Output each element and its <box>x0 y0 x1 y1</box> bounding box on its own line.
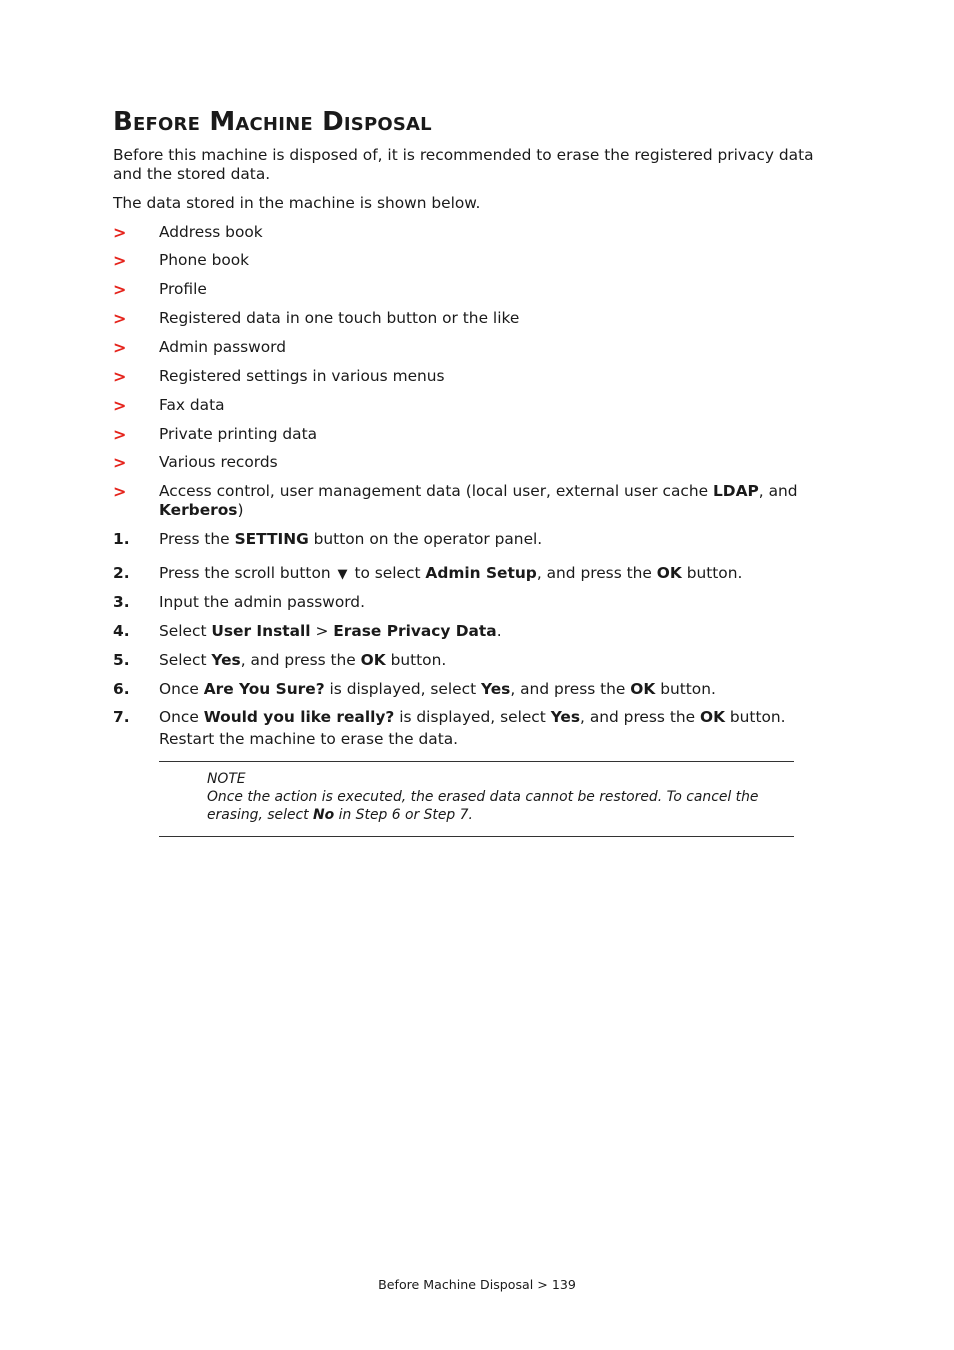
list-item-text: Profile <box>159 280 207 298</box>
step-text: Once Are You Sure? is displayed, select Yes, and press the OK button. <box>159 680 716 698</box>
step-number: 4. <box>113 622 130 640</box>
note-body: Once the action is executed, the erased data cannot be restored. To cancel the erasing, select No in Step 6 or Step 7. <box>207 789 759 823</box>
bullet-marker: > <box>113 396 127 415</box>
step-number: 5. <box>113 651 130 669</box>
intro-paragraph-2: The data stored in the machine is shown below. <box>113 194 481 212</box>
ldap-label: LDAP <box>713 482 759 500</box>
list-item-text: Admin password <box>159 338 287 356</box>
list-item-text: Address book <box>159 223 263 241</box>
bullet-marker: > <box>113 309 127 328</box>
step-number: 3. <box>113 593 130 611</box>
note-box <box>159 761 794 837</box>
bullet-marker: > <box>113 482 127 501</box>
step-text: Input the admin password. <box>159 593 365 611</box>
bullet-marker: > <box>113 367 127 386</box>
bullet-marker: > <box>113 280 127 299</box>
page-title: Before Machine Disposal <box>113 107 432 137</box>
list-item-text: Private printing data <box>159 425 318 443</box>
step-number: 7. <box>113 708 130 726</box>
step-text: Press the scroll button ▼ to select Admin Setup, and press the OK button. <box>159 564 743 582</box>
step-number: 1. <box>113 530 130 548</box>
intro-paragraph-1: Before this machine is disposed of, it is recommended to erase the registered privacy data and the stored data. <box>113 146 814 183</box>
step-number: 2. <box>113 564 130 582</box>
step-number: 6. <box>113 680 130 698</box>
bullet-marker: > <box>113 425 127 444</box>
step-text: Restart the machine to erase the data. <box>159 730 459 748</box>
list-item-text: Fax data <box>159 396 225 414</box>
scroll-down-icon: ▼ <box>337 567 348 582</box>
step-text: Press the SETTING button on the operator panel. <box>159 530 543 548</box>
bullet-marker: > <box>113 251 127 270</box>
page-footer: Before Machine Disposal > 139 <box>378 1277 576 1292</box>
kerberos-label: Kerberos <box>159 501 238 519</box>
list-item-text: Phone book <box>159 251 250 269</box>
list-item-text: Registered settings in various menus <box>159 367 445 385</box>
step-text: Select Yes, and press the OK button. <box>159 651 447 669</box>
bullet-marker: > <box>113 223 127 242</box>
list-item-text: Various records <box>159 453 278 471</box>
step-text: Once Would you like really? is displayed, select Yes, and press the OK button. <box>159 708 786 726</box>
note-title: NOTE <box>207 771 246 787</box>
list-item-text: Access control, user management data (local user, external user cache LDAP, and Kerberos) <box>159 482 798 519</box>
step-text: Select User Install > Erase Privacy Data. <box>159 622 502 640</box>
note-text <box>207 770 787 824</box>
bullet-marker: > <box>113 453 127 472</box>
list-item-text: Registered data in one touch button or the like <box>159 309 520 327</box>
bullet-marker: > <box>113 338 127 357</box>
